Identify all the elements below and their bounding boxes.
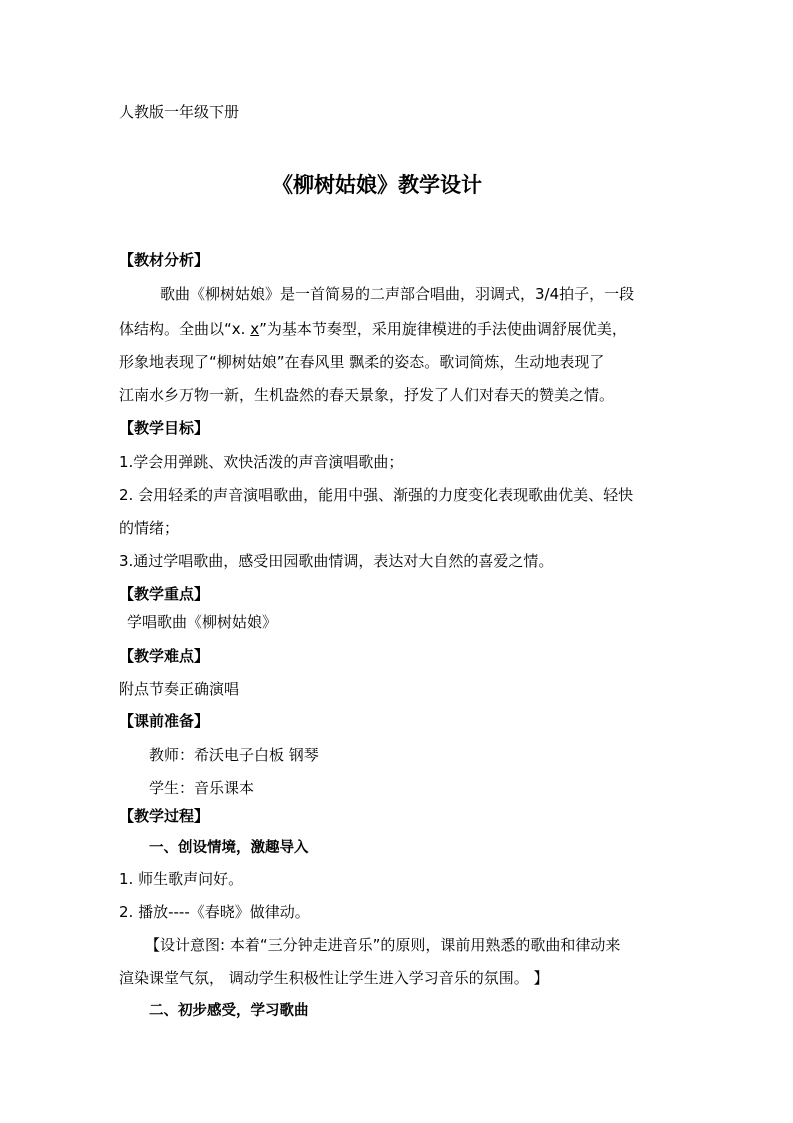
preparation-teacher: 教师：希沃电子白板 钢琴 bbox=[149, 746, 319, 764]
goal-item-1: 1.学会用弹跳、欢快活泼的声音演唱歌曲； bbox=[119, 453, 404, 471]
process-part-2-title: 二、初步感受，学习歌曲 bbox=[149, 1003, 309, 1019]
goal-item-2-line-1: 2. 会用轻柔的声音演唱歌曲，能用中强、渐强的力度变化表现歌曲优美、轻快 bbox=[119, 486, 634, 504]
process-step-1: 1. 师生歌声问好。 bbox=[119, 870, 244, 888]
process-part-1-title: 一、创设情境，激趣导入 bbox=[149, 840, 309, 856]
design-intent-line-2: 渲染课堂气氛， 调动学生积极性让学生进入学习音乐的氛围。 】 bbox=[119, 969, 549, 987]
process-step-2: 2. 播放----《春晓》做律动。 bbox=[119, 903, 310, 921]
analysis-heading: 【教材分析】 bbox=[119, 251, 210, 269]
goals-heading: 【教学目标】 bbox=[119, 419, 210, 437]
goal-item-3: 3.通过学唱歌曲，感受田园歌曲情调，表达对大自然的喜爱之情。 bbox=[119, 552, 554, 570]
analysis-line-3: 形象地表现了“柳树姑娘”在春风里 飘柔的姿态。歌词简炼，生动地表现了 bbox=[119, 353, 605, 371]
preparation-student: 学生：音乐课本 bbox=[149, 779, 255, 797]
design-intent-line-1: 【设计意图: 本着“三分钟走进音乐”的原则，课前用熟悉的歌曲和律动来 bbox=[145, 936, 621, 954]
key-point-text: 学唱歌曲《柳树姑娘》 bbox=[127, 613, 278, 631]
key-point-heading: 【教学重点】 bbox=[119, 585, 210, 603]
analysis-line-4: 江南水乡万物一新，生机盎然的春天景象，抒发了人们对春天的赞美之情。 bbox=[119, 386, 615, 404]
preparation-heading: 【课前准备】 bbox=[119, 712, 210, 730]
analysis-line-1: 歌曲《柳树姑娘》是一首简易的二声部合唱曲，羽调式，3/4拍子，一段 bbox=[160, 285, 635, 303]
process-heading: 【教学过程】 bbox=[119, 807, 210, 825]
goal-item-2-line-2: 的情绪； bbox=[119, 519, 180, 537]
difficulty-heading: 【教学难点】 bbox=[119, 647, 210, 665]
analysis-line-2-a: 体结构。全曲以“x. bbox=[119, 320, 251, 338]
difficulty-text: 附点节奏正确演唱 bbox=[119, 680, 240, 698]
edition-label: 人教版一年级下册 bbox=[119, 103, 240, 121]
rhythm-note: x bbox=[250, 320, 260, 338]
analysis-line-2-c: ”为基本节奏型，采用旋律模进的手法使曲调舒展优美， bbox=[259, 320, 627, 338]
document-title: 《柳树姑娘》教学设计 bbox=[272, 173, 482, 197]
analysis-line-2 bbox=[119, 319, 627, 339]
